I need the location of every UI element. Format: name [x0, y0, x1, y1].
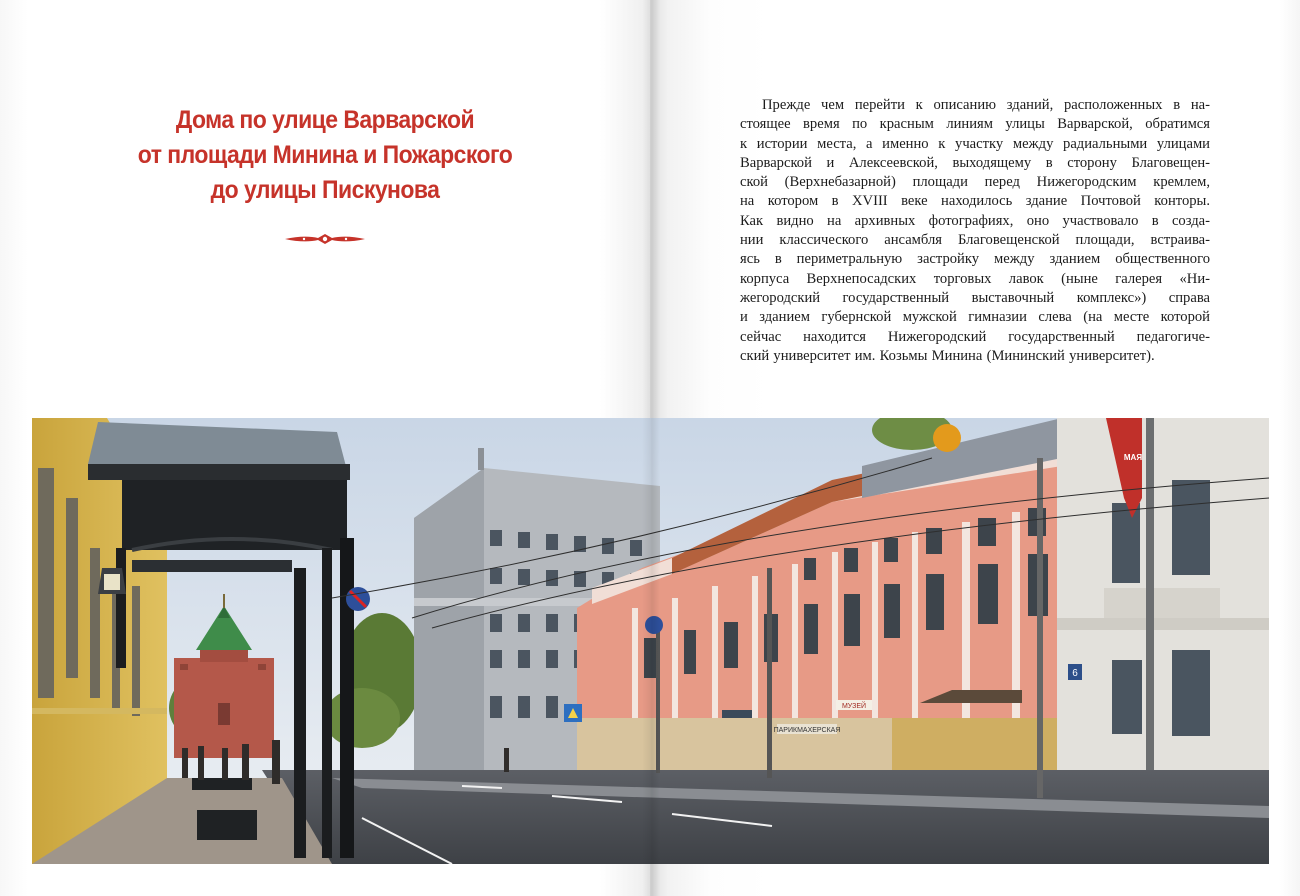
paragraph-line: ский университет им. Козьмы Минина (Мининский университет). — [740, 347, 1155, 364]
shop-sign: ПАРИКМАХЕРСКАЯ — [773, 727, 841, 734]
paragraph-line: и зданием губернской мужской гимназии слева (на месте которой — [740, 309, 1210, 326]
museum-sign: МУЗЕЙ — [841, 703, 867, 710]
title-line-3: до улицы Пискунова — [210, 176, 440, 204]
chapter-title — [81, 103, 569, 208]
white-building — [1057, 418, 1269, 818]
paragraph-line: корпуса Верхнепосадских торговых лавок (ныне галерея «Ни- — [740, 270, 1210, 287]
paragraph-line: сейчас находится Нижегородский государственный педагогиче- — [740, 328, 1210, 345]
paragraph-line: Варварской и Алексеевской, выходящему в сторону Благовещен- — [740, 154, 1210, 171]
paragraph-line: жегородский государственный выставочный комплекс») справа — [740, 289, 1210, 306]
body-paragraph — [740, 96, 1210, 366]
paragraph-line: на котором в XVIII веке находилось здание Почтовой конторы. — [740, 193, 1210, 210]
paragraph-line: нии классического ансамбля Благовещенской площади, встраива- — [740, 232, 1210, 249]
street-photo-illustration — [32, 418, 1269, 864]
paragraph-line: стоящее время по красным линиям улицы Варварской, обратимся — [740, 116, 1210, 133]
banner-text: МАЯ — [1123, 453, 1143, 462]
house-number: 6 — [1072, 668, 1078, 679]
paragraph-line: Прежде чем перейти к описанию зданий, расположенных в на- — [762, 97, 1210, 113]
ornament-divider-icon — [284, 232, 366, 246]
title-line-2: от площади Минина и Пожарского — [137, 141, 513, 169]
paragraph-line: ской (Верхнебазарной) площади перед Нижегородским кремлем, — [740, 174, 1210, 191]
street-photo — [32, 418, 1269, 864]
paragraph-line: ясь в периметральную застройку между зданием общественного — [740, 251, 1210, 268]
paragraph-line: Как видно на архивных фотографиях, оно участвовало в созда- — [740, 212, 1210, 229]
title-line-1: Дома по улице Варварской — [175, 106, 475, 134]
paragraph-line: к истории места, а именно к участку между радиальными улицами — [740, 135, 1210, 152]
